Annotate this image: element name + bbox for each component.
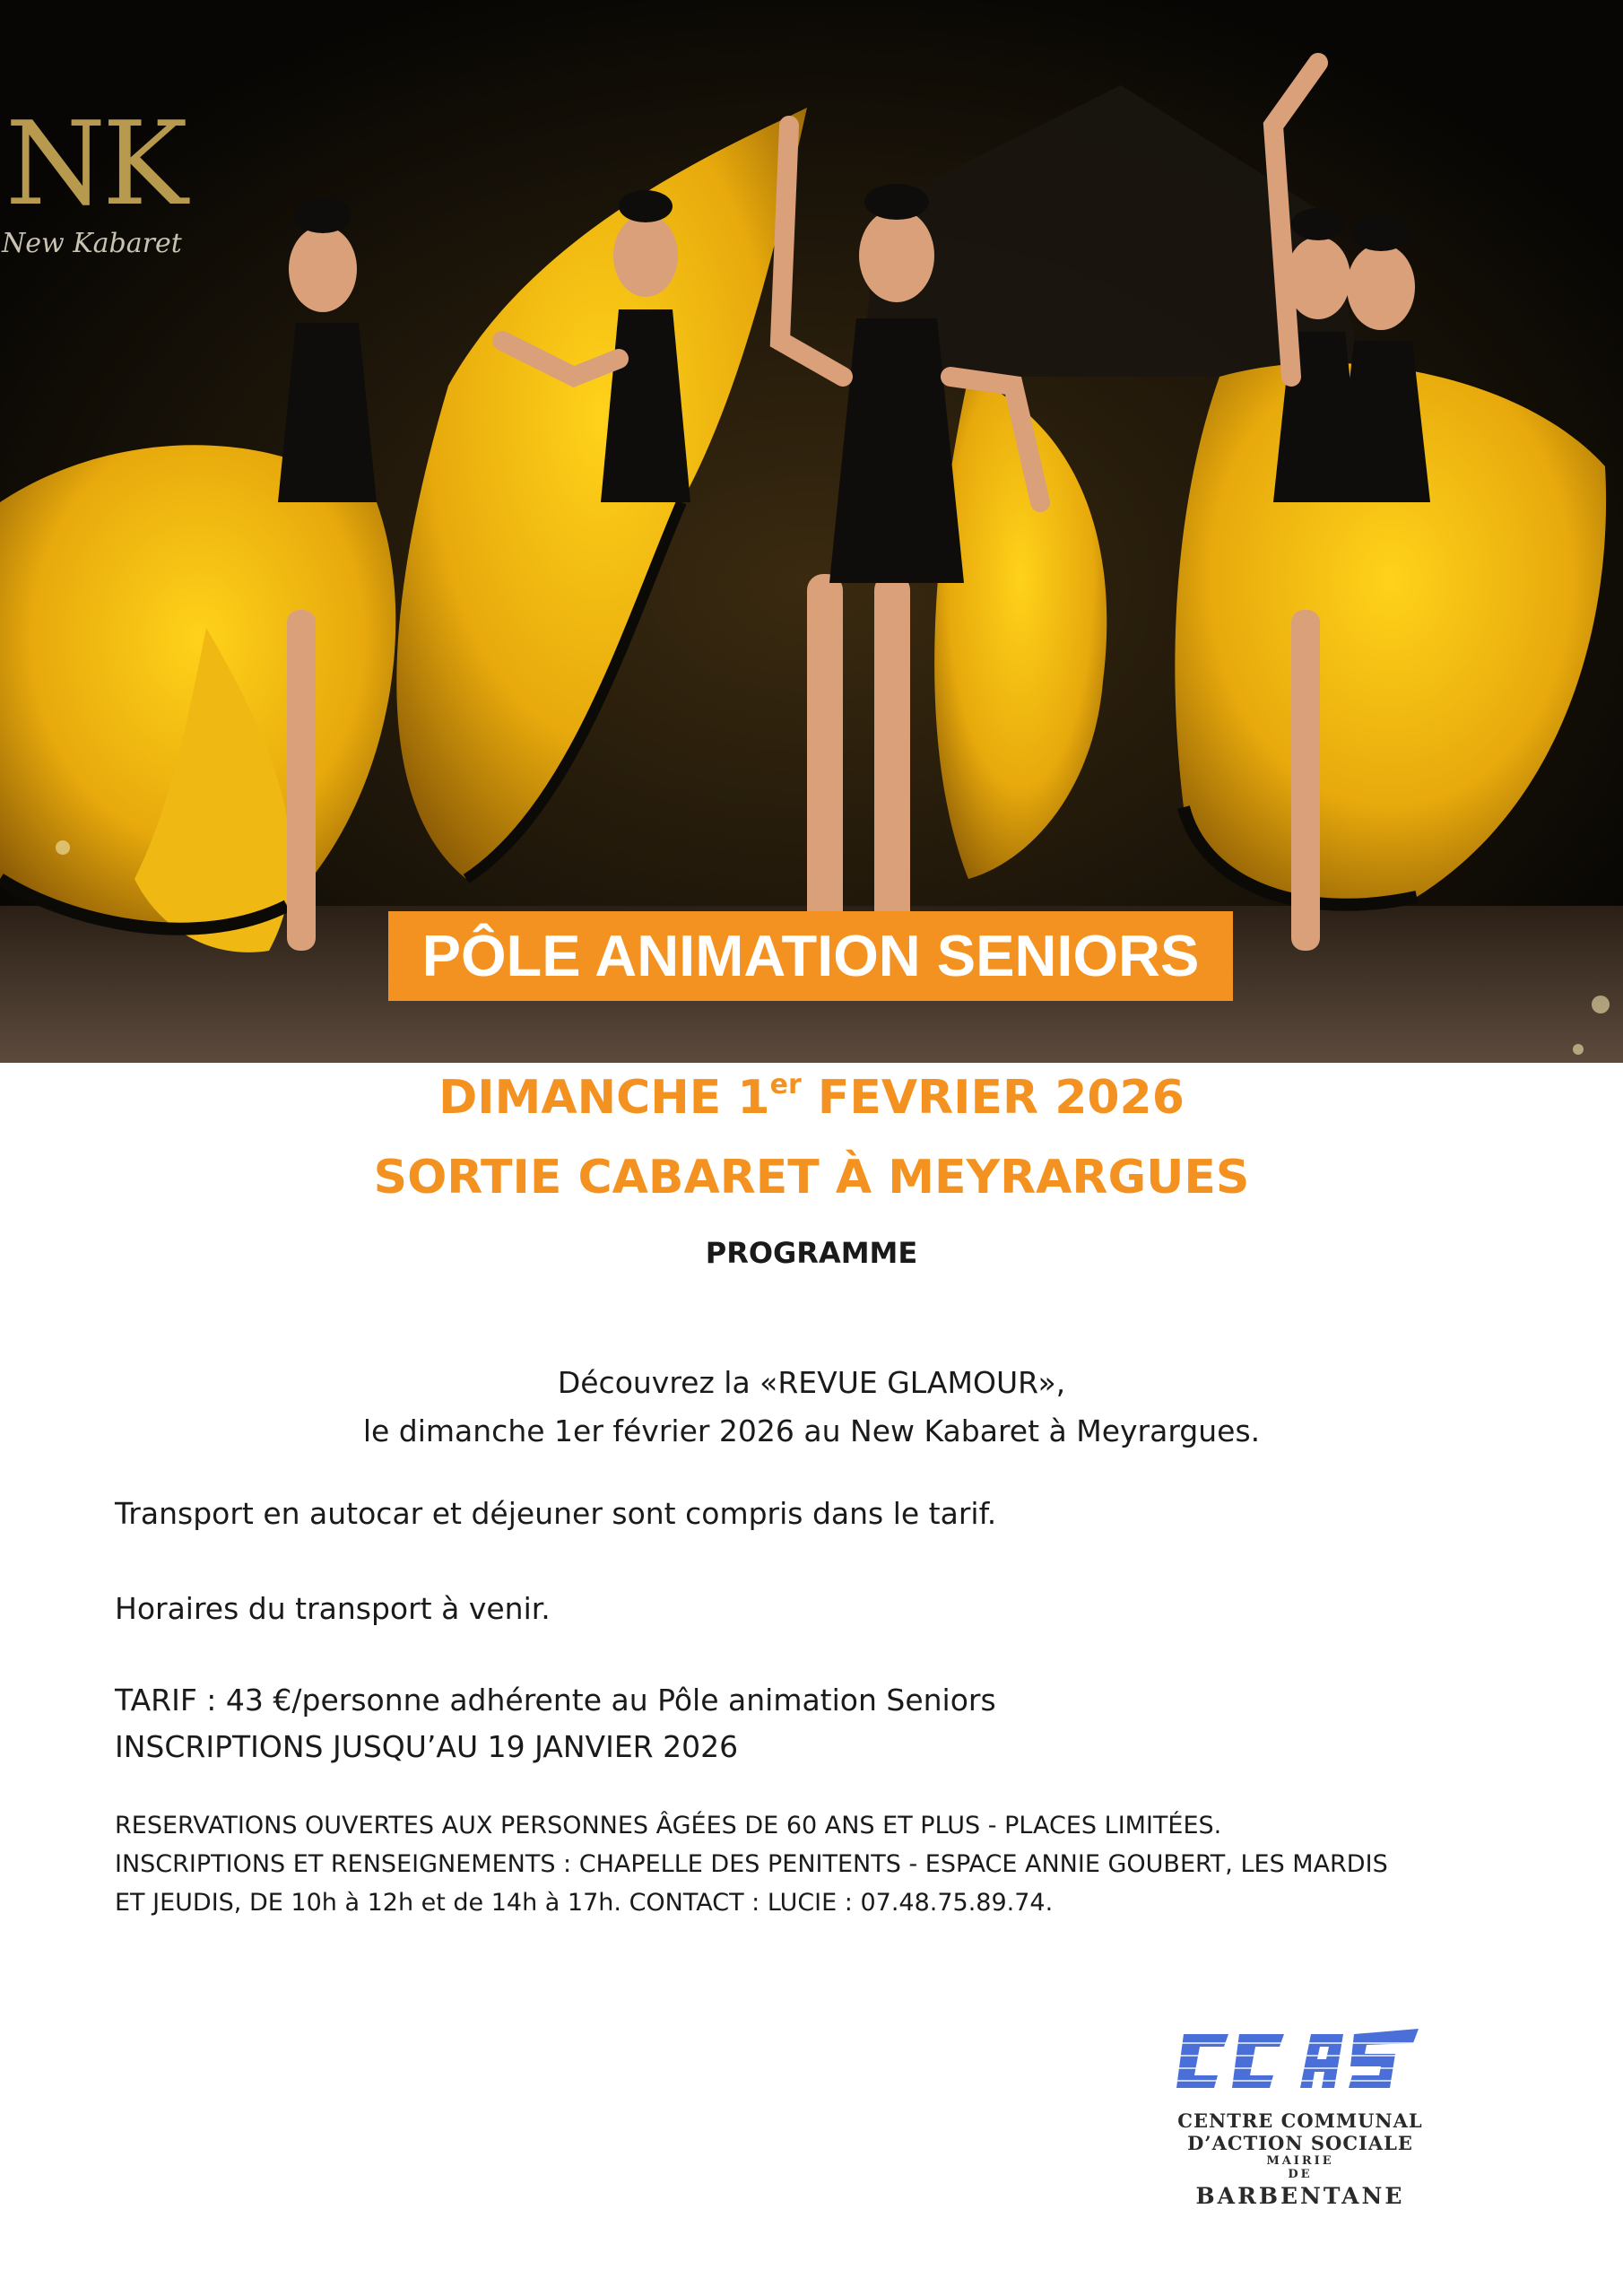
nk-logo-name: New Kabaret — [2, 228, 182, 259]
tarif-line: TARIF : 43 €/personne adhérente au Pôle animation Seniors — [115, 1683, 996, 1718]
ccas-logo-mark — [1175, 2025, 1426, 2097]
event-title: SORTIE CABARET À MEYRARGUES — [373, 1151, 1250, 1205]
event-date-suffix: FEVRIER 2026 — [801, 1071, 1185, 1125]
intro-paragraph — [0, 1359, 1623, 1456]
schedule-info: Horaires du transport à venir. — [115, 1591, 551, 1626]
hero-photo — [0, 0, 1623, 1063]
reservation-line-3: ET JEUDIS, DE 10h à 12h et de 14h à 17h. CONTACT : LUCIE : 07.48.75.89.74. — [115, 1889, 1054, 1917]
event-date-prefix: DIMANCHE 1 — [438, 1071, 770, 1125]
event-date-ordinal: er — [769, 1069, 802, 1100]
programme-heading: PROGRAMME — [705, 1236, 918, 1270]
ccas-line-1: CENTRE COMMUNAL — [1177, 2109, 1423, 2132]
reservation-line-2: INSCRIPTIONS ET RENSEIGNEMENTS : CHAPELLE DES PENITENTS - ESPACE ANNIE GOUBERT, LES MARDIS — [115, 1850, 1388, 1878]
event-date — [0, 1069, 1623, 1125]
cabaret-dancers-illustration — [0, 0, 1623, 1063]
transport-info: Transport en autocar et déjeuner sont compris dans le tarif. — [115, 1496, 997, 1531]
nk-logo-letters: NK — [5, 98, 185, 231]
ccas-line-3: MAIRIE — [1266, 2154, 1334, 2168]
intro-line-2: le dimanche 1er février 2026 au New Kabaret à Meyrargues. — [362, 1413, 1261, 1448]
inscriptions-deadline: INSCRIPTIONS JUSQU’AU 19 JANVIER 2026 — [115, 1729, 739, 1764]
ccas-line-2: D’ACTION SOCIALE — [1187, 2132, 1413, 2154]
pricing-info — [115, 1677, 1514, 1770]
reservation-details — [115, 1806, 1532, 1922]
ccas-logo — [1175, 2025, 1426, 2209]
reservation-line-1: RESERVATIONS OUVERTES AUX PERSONNES ÂGÉES DE 60 ANS ET PLUS - PLACES LIMITÉES. — [115, 1812, 1222, 1839]
new-kabaret-logo — [0, 98, 233, 259]
ccas-line-4: DE — [1288, 2168, 1313, 2181]
ccas-line-5: BARBENTANE — [1195, 2183, 1405, 2209]
intro-line-1: Découvrez la «REVUE GLAMOUR», — [557, 1365, 1066, 1400]
pole-animation-banner: PÔLE ANIMATION SENIORS — [388, 911, 1233, 1001]
